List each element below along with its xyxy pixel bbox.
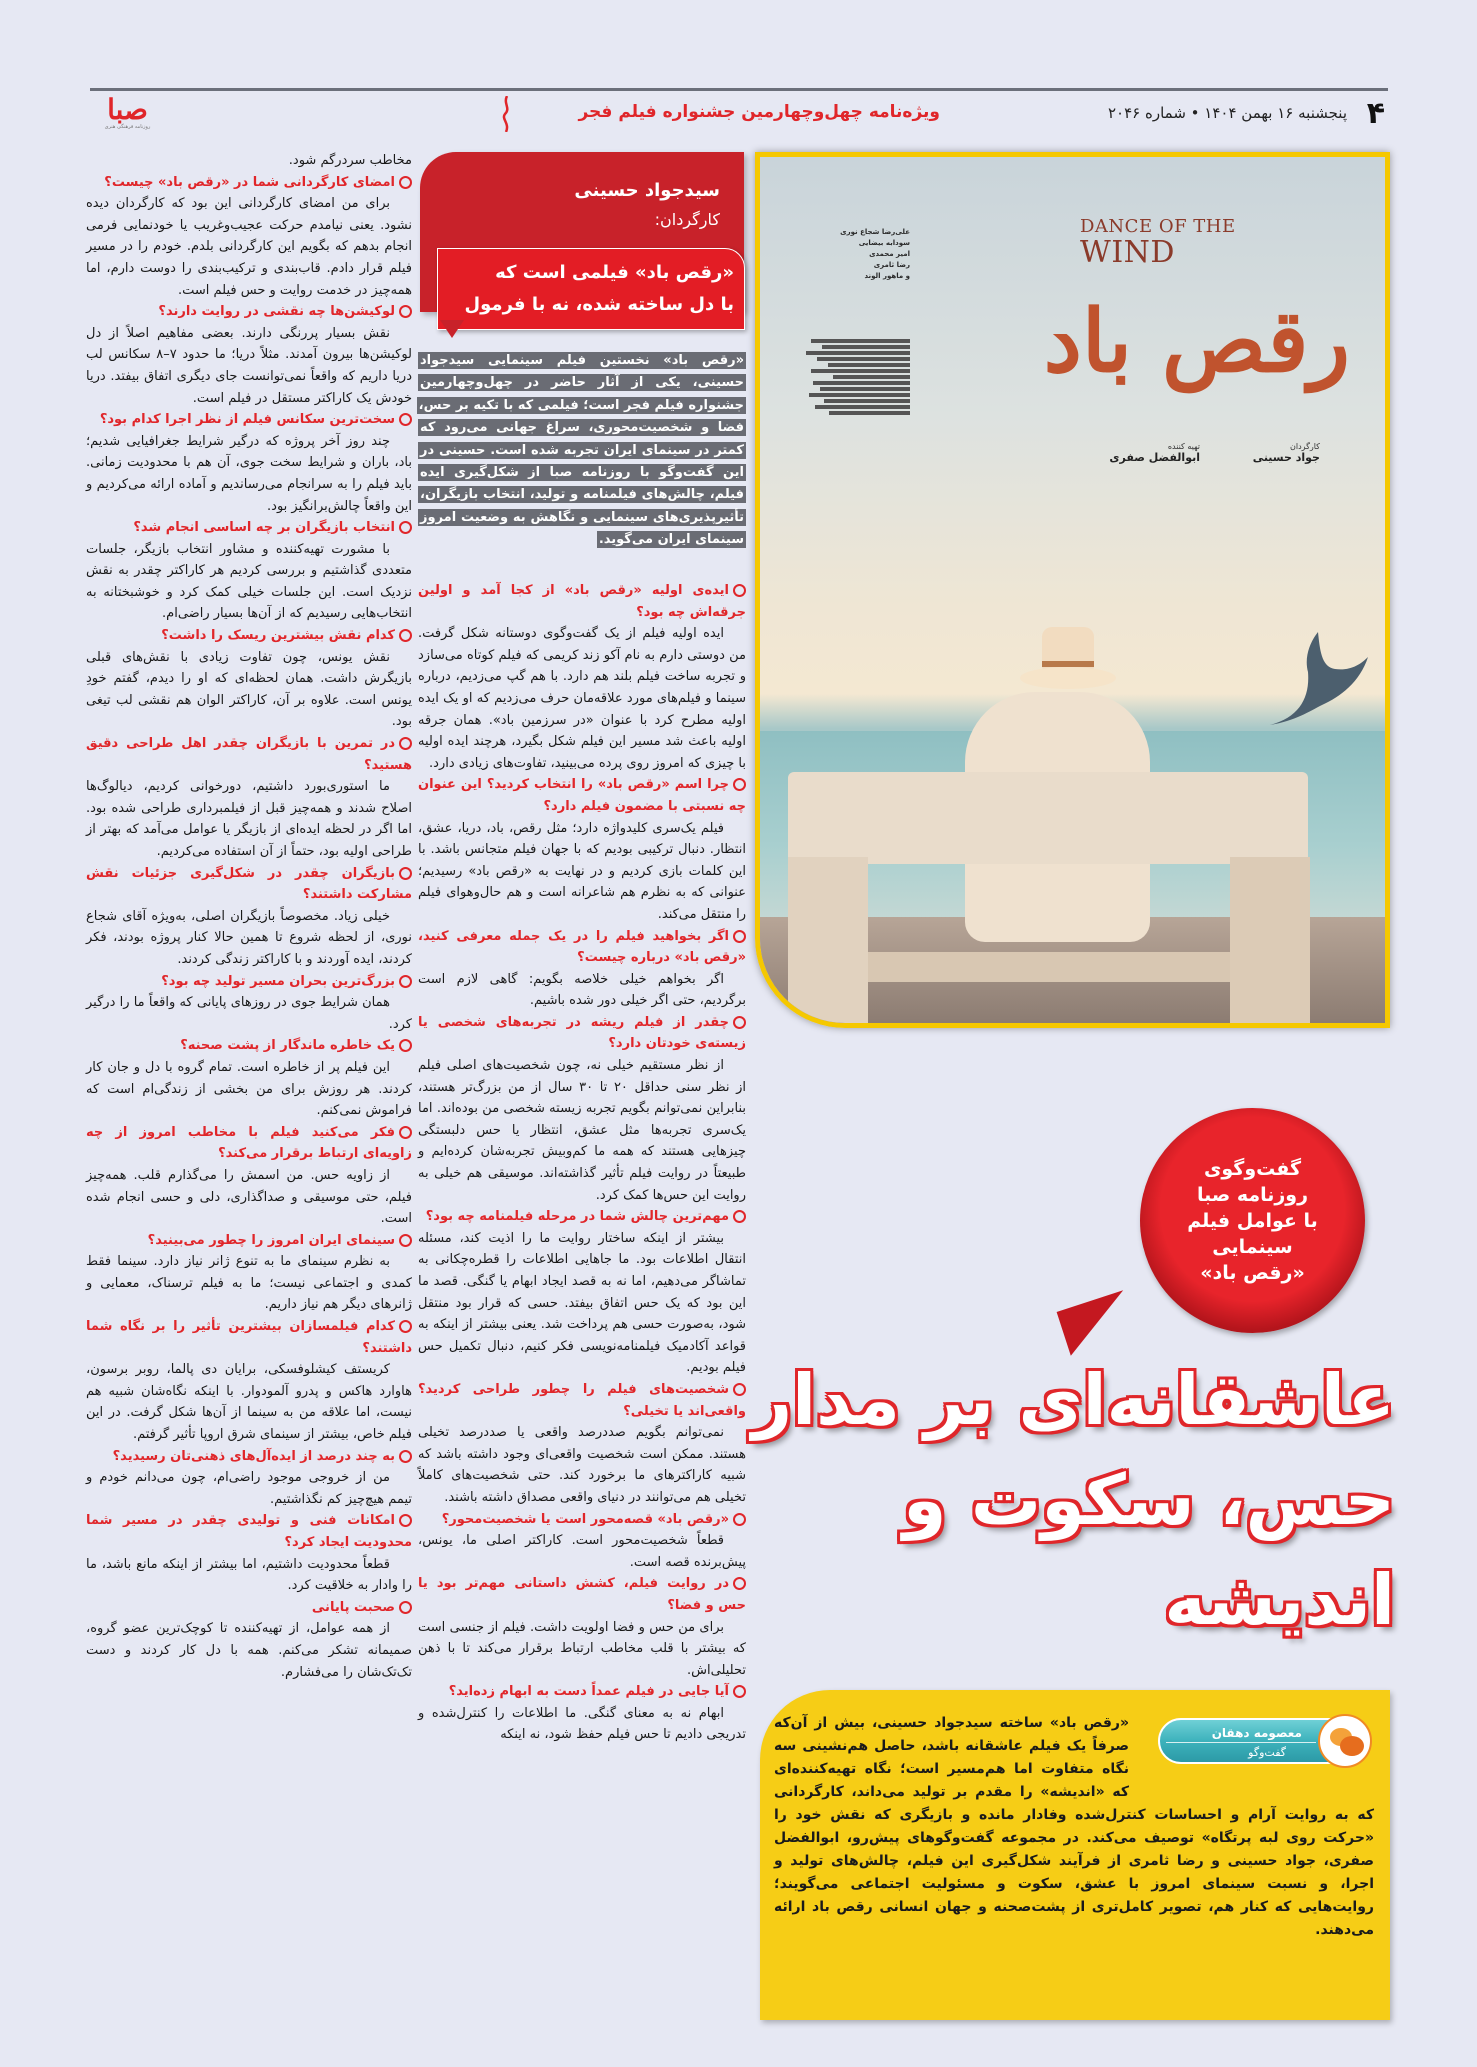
- interview-question: سخت‌ترین سکانس فیلم از نظر اجرا کدام بود؟: [86, 409, 412, 431]
- interview-question: امضای کارگردانی شما در «رقص باد» چیست؟: [86, 172, 412, 194]
- interview-question: در روایت فیلم، کشش داستانی مهم‌تر بود یا حس و فضا؟: [418, 1573, 746, 1616]
- interview-question: کدام نقش بیشترین ریسک را داشت؟: [86, 625, 412, 647]
- poster-title-english: [1080, 217, 1280, 269]
- badge-line: با عوامل فیلم: [1187, 1209, 1318, 1232]
- interview-question: ایده‌ی اولیه «رقص باد» از کجا آمد و اولین جرقه‌اش چه بود؟: [418, 580, 746, 623]
- poster-cast-name: رضا ثامری: [873, 261, 910, 269]
- interview-question: فکر می‌کنید فیلم با مخاطب امروز از چه زاویه‌ای ارتباط برقرار می‌کند؟: [86, 1122, 412, 1165]
- interview-question: صحبت پایانی: [86, 1597, 412, 1619]
- intro-box: [760, 1690, 1390, 2020]
- interview-question: انتخاب بازیگران بر چه اساسی انجام شد؟: [86, 517, 412, 539]
- interview-answer: از همه عوامل، از تهیه‌کننده تا کوچک‌ترین عضو گروه، صمیمانه تشکر می‌کنم. همه با دل کار کردند و دست تک‌تک‌شان را می‌فشارم.: [86, 1621, 412, 1680]
- poster-bench-seat: [868, 952, 1230, 982]
- article-column-left: [86, 150, 412, 1683]
- poster-producer-name: ابوالفضل صفری: [1109, 451, 1200, 464]
- poster-bench: [788, 772, 1308, 864]
- page-number: ۴: [1366, 96, 1385, 131]
- lead-text: «رقص باد» نخستین فیلم سینمایی سیدجواد حسینی، یکی از آثار حاضر در چهل‌وچهارمین جشنواره فیلم فجر است؛ فیلمی که با تکیه بر حس، فضا و شخصیت‌محوری، سراغ جهانی می‌رود که کمتر در سینمای ایران تجربه شده است. حسینی در این گفت‌وگو با روزنامه صبا از شکل‌گیری ایده فیلم، چالش‌های فیلمنامه و تولید، انتخاب بازیگران، تأثیرپذیری‌های سینمایی و نگاهش به وضعیت امروز سینمای ایران می‌گوید.: [418, 353, 744, 548]
- interview-answer: از زاویه حس. من اسمش را می‌گذارم قلب. همه‌چیز فیلم، حتی موسیقی و صداگذاری، دلی و حسی انجام شده است.: [86, 1167, 412, 1227]
- interview-question: بازیگران چقدر در شکل‌گیری جزئیات نقش مشارکت داشتند؟: [86, 863, 412, 906]
- poster-crew-list: [800, 337, 910, 417]
- badge-line: سینمایی: [1212, 1235, 1293, 1258]
- main-headline: [751, 1350, 1395, 1650]
- interview-answer: این فیلم پر از خاطره است. تمام گروه با دل و جان کار کردند. هر روزش برای من بخشی از زندگی‌ام است که فراموش نمی‌کنم.: [86, 1059, 412, 1119]
- newspaper-logo[interactable]: [90, 93, 165, 134]
- poster-director-credit: [1230, 442, 1320, 464]
- interview-answer: بیشتر از اینکه ساختار روایت ما را اذیت کند، مسئله انتقال اطلاعات بود. ما جاهایی اطلاعات را قطره‌چکانی به تماشاگر می‌دهیم، اما نه به قصد ایجاد ابهام یا گنگی. قصد ما این بود که یک حس اتفاق بیفتد. حسی که قرار بود منتقل شود، به‌صورت حسی هم پرداخت شد. یعنی بیشتر از اینکه به قواعد آکادمیک فیلمنامه‌نویسی فکر کنیم، دنبال تکمیل حس فیلم بودیم.: [418, 1230, 746, 1376]
- interview-question: کدام فیلمسازان بیشترین تأثیر را بر نگاه شما داشتند؟: [86, 1316, 412, 1359]
- poster-director-name: جواد حسینی: [1252, 451, 1320, 464]
- interview-answer: ایده اولیه فیلم از یک گفت‌وگوی دوستانه شکل گرفت. من دوستی دارم به نام آکو زند کریمی که فیلم کوتاه می‌سازد و تجربه ساخت فیلم بلند هم دارد. با هم گپ می‌زدیم، درباره سینما و فیلم‌های مورد علاقه‌مان حرف می‌زدیم که او یک ایده اولیه مطرح کرد با عنوان «در سرزمین باد». همان جرقه اولیه باعث شد مسیر این فیلم شکل بگیرد، هرچند ایده اولیه با چیزی که امروز روی پرده می‌بینید، تفاوت‌های زیادی دارد.: [418, 626, 746, 771]
- pull-quote-line: با دل ساخته شده، نه با فرمول: [464, 294, 734, 315]
- pull-quote: [437, 248, 745, 330]
- author-byline: [1148, 1714, 1372, 1768]
- interview-answer: نقش بسیار پررنگی دارند. بعضی مفاهیم اصلاً از دل لوکیشن‌ها بیرون آمدند. مثلاً دریا؛ ما حدود ۷–۸ سکانس لب دریا داریم که واقعاً نمی‌توانست جای دیگری اتفاق بیفتد. دریا خودش یک کاراکتر مستقل در فیلم است.: [86, 325, 412, 406]
- interview-answer: با مشورت تهیه‌کننده و مشاور انتخاب بازیگر، جلسات متعددی گذاشتیم و بررسی کردیم هر کاراکتر چقدر به نقش نزدیک است. این جلسات خیلی کمک کرد و خوشبختانه به انتخاب‌هایی رسیدیم که از آن‌ها بسیار راضی‌ام.: [86, 541, 412, 622]
- author-name: معصومه دهقان: [1211, 1726, 1302, 1740]
- interview-question: آیا جایی در فیلم عمداً دست به ابهام زده‌اید؟: [418, 1681, 746, 1703]
- interview-answer: چند روز آخر پروژه که درگیر شرایط جغرافیایی شدیم؛ باد، باران و شرایط سخت جوی، آن هم با محدودیت زمانی. باید فیلم را به سرانجام می‌رساندیم و آماده ارائه می‌کردیم و این واقعاً چالش‌برانگیز بود.: [86, 433, 412, 514]
- interview-badge: [1140, 1108, 1365, 1333]
- interview-answer: ابهام نه به معنای گنگی. ما اطلاعات را کنترل‌شده و تدریجی دادیم تا حس فیلم حفظ شود، نه اینکه: [418, 1705, 746, 1743]
- issue-date: پنجشنبه ۱۶ بهمن ۱۴۰۴ • شماره ۲۰۴۶: [1107, 104, 1347, 122]
- interviewee-role: کارگردان:: [654, 210, 720, 229]
- badge-text: [1166, 1134, 1339, 1307]
- interview-answer: کریستف کیشلوفسکی، برایان دی پالما، روبر برسون، هاوارد هاکس و پدرو آلمودوار. با اینکه نگاه‌شان شبیه هم نیست، اما علاقه من به سینما از آن‌ها شکل گرفت. در این فیلم خاص، بیشتر از سینمای شرق اروپا تأثیر گرفتم.: [86, 1362, 412, 1443]
- interview-answer: ما استوری‌بورد داشتیم، دورخوانی کردیم، دیالوگ‌ها اصلاح شدند و همه‌چیز قبل از فیلمبرداری طراحی شده بود. اما اگر در لحظه ایده‌ای از بازیگر یا عوامل می‌آمد که بهتر از طراحی اولیه بود، حتماً از آن استفاده می‌کردیم.: [86, 779, 412, 859]
- poster-title-persian: رقص باد: [1043, 291, 1350, 392]
- interview-question: «رقص باد» قصه‌محور است یا شخصیت‌محور؟: [418, 1509, 746, 1531]
- poster-bench-leg: [788, 857, 868, 1028]
- speech-bubble-tail-icon: [1057, 1290, 1138, 1355]
- poster-cast-name: سودابه بیضایی: [858, 239, 910, 247]
- interview-question: به چند درصد از ایده‌آل‌های ذهنی‌تان رسیدید؟: [86, 1446, 412, 1468]
- interview-answer: همان شرایط جوی در روزهای پایانی که واقعاً ما را درگیر کرد.: [86, 995, 412, 1032]
- whale-tail-icon: [1260, 627, 1370, 727]
- poster-cast-name: امیر محمدی: [869, 250, 910, 258]
- chat-bubbles-icon: [1318, 1714, 1372, 1768]
- interview-question: سینمای ایران امروز را چطور می‌بینید؟: [86, 1230, 412, 1252]
- interview-answer: من از خروجی موجود راضی‌ام، چون می‌دانم خودم و تیمم هیچ‌چیز کم نگذاشتیم.: [86, 1470, 412, 1507]
- logo-wordmark: صبا: [107, 93, 148, 126]
- interview-question: چرا اسم «رقص باد» را انتخاب کردید؟ این عنوان چه نسبتی با مضمون فیلم دارد؟: [418, 774, 746, 817]
- pull-quote-line: «رقص باد» فیلمی است که: [495, 262, 734, 283]
- interviewee-name: سیدجواد حسینی: [574, 180, 720, 201]
- poster-title-en-line: DANCE OF THE: [1080, 216, 1236, 237]
- article-column-middle: [418, 580, 746, 1746]
- interview-answer: به نظرم سینمای ما به تنوع ژانر نیاز دارد. سینما فقط کمدی و اجتماعی نیست؛ ما به فیلم ترسناک، معمایی و ژانرهای دیگر هم نیاز داریم.: [86, 1254, 412, 1313]
- film-poster: [755, 152, 1390, 1028]
- interview-answer: قطعاً محدودیت داشتیم، اما بیشتر از اینکه مانع باشد، ما را وادار به خلاقیت کرد.: [86, 1556, 412, 1594]
- headline-line: اندیشه: [1164, 1559, 1395, 1641]
- quote-pointer-icon: [440, 320, 464, 338]
- interview-answer: مخاطب سردرگم شود.: [288, 153, 412, 168]
- poster-bench-leg: [1230, 857, 1310, 1028]
- interview-question: چقدر از فیلم ریشه در تجربه‌های شخصی یا زیسته‌ی خودتان دارد؟: [418, 1012, 746, 1055]
- poster-director-label: کارگردان: [1290, 442, 1320, 451]
- interview-question: لوکیشن‌ها چه نقشی در روایت دارند؟: [86, 301, 412, 323]
- poster-hat-icon: [1020, 627, 1116, 697]
- intro-paragraph: «رقص باد» ساخته سیدجواد حسینی، بیش از آن‌که صرفاً یک فیلم عاشقانه باشد، حاصل هم‌نشینی سه نگاه متفاوت اما هم‌مسیر است؛ نگاه تهیه‌کننده‌ای که «اندیشه» را مقدم بر تولید می‌داند، کارگردانی که به روایت آرام و احساسات کنترل‌شده وفادار مانده و بازیگری که نقش خود را «حرکت روی لبه پرتگاه» توصیف می‌کند. در مجموعه گفت‌وگوهای پیش‌رو، ابوالفضل صفری، جواد حسینی و رضا ثامری از فرآیند شکل‌گیری این فیلم، چالش‌های تولید و اجرا، و نسبت سینمای امروز با عشق، سکوت و مسئولیت اجتماعی می‌گویند؛ روایت‌هایی که کنار هم، تصویر کامل‌تری از پشت‌صحنه و جهان انسانی رقص باد ارائه می‌دهند.: [774, 1715, 1374, 1938]
- headline-line: حس، سکوت و: [902, 1459, 1395, 1541]
- badge-line: گفت‌وگوی: [1203, 1157, 1302, 1180]
- badge-line: روزنامه صبا: [1196, 1183, 1309, 1206]
- interview-answer: برای من حس و فضا اولویت داشت. فیلم از جنسی است که بیشتر با قلب مخاطب ارتباط برقرار می‌کند تا با ذهن تحلیلی‌اش.: [418, 1619, 746, 1678]
- special-edition-title: ویژه‌نامه چهل‌وچهارمین جشنواره فیلم فجر: [578, 102, 940, 122]
- poster-cast-list: [800, 227, 910, 282]
- poster-producer-label: تهیه کننده: [1167, 442, 1200, 451]
- interview-question: در تمرین با بازیگران چقدر اهل طراحی دقیق هستید؟: [86, 733, 412, 776]
- logo-tagline: روزنامه فرهنگی هنری: [104, 124, 151, 130]
- poster-cast-name: و ماهور الوند: [864, 272, 910, 280]
- interview-answer: برای من امضای کارگردانی این بود که کارگردان دیده نشود. یعنی نیامدم حرکت عجیب‌وغریب یا خودنمایی فرمی انجام بدهم که بگویم این کارگردانی بلدم. خودم را در مسیر فیلم قرار دادم. قاب‌بندی و ترکیب‌بندی را دوست دارم، اما همه‌چیز در خدمت روایت و حس فیلم است.: [86, 196, 412, 298]
- interview-question: مهم‌ترین چالش شما در مرحله فیلمنامه چه بود؟: [418, 1206, 746, 1228]
- header-rule: [90, 88, 1388, 91]
- interview-answer: نمی‌توانم بگویم صددرصد واقعی یا صددرصد تخیلی هستند. ممکن است شخصیت واقعی‌ای وجود داشته باشد که شبیه کاراکترهای ما برخورد کند. حتی شخصیت‌های کاملاً تخیلی هم می‌توانند در دنیای واقعی مصداق داشته باشند.: [418, 1425, 746, 1505]
- article-category: گفت‌وگو: [1248, 1746, 1286, 1759]
- fajr-festival-icon: [500, 96, 514, 132]
- poster-producer-credit: [1090, 442, 1200, 464]
- interview-answer: اگر بخواهم خیلی خلاصه بگویم: گاهی لازم است برگردیم، حتی اگر خیلی دور شده باشیم.: [418, 971, 746, 1009]
- interview-answer: خیلی زیاد. مخصوصاً بازیگران اصلی، به‌ویژه آقای شجاع نوری، از لحظه شروع تا همین حالا کنار پروژه بودند، فکر کردند، ایده آوردند و با کاراکتر زندگی کردند.: [86, 908, 412, 967]
- headline-line: عاشقانه‌ای بر مدار: [751, 1359, 1395, 1441]
- interview-question: امکانات فنی و تولیدی چقدر در مسیر شما محدودیت ایجاد کرد؟: [86, 1510, 412, 1553]
- poster-title-en-line: WIND: [1080, 235, 1175, 270]
- interview-answer: نقش یونس، چون تفاوت زیادی با نقش‌های قبلی بازیگرش داشت. همان لحظه‌ای که او را دیدم، گفتم خودِ یونس است. علاوه بر آن، کاراکتر الوان هم نقشی لب تیغی بود.: [86, 649, 412, 730]
- interview-question: شخصیت‌های فیلم را چطور طراحی کردید؟ واقعی‌اند یا تخیلی؟: [418, 1379, 746, 1422]
- interview-question: یک خاطره ماندگار از پشت صحنه؟: [86, 1035, 412, 1057]
- badge-line: «رقص باد»: [1200, 1261, 1305, 1284]
- interview-answer: قطعاً شخصیت‌محور است. کاراکتر اصلی ما، یونس، پیش‌برنده قصه است.: [418, 1533, 746, 1570]
- interview-answer: از نظر مستقیم خیلی نه، چون شخصیت‌های اصلی فیلم از نظر سنی حداقل ۲۰ تا ۳۰ سال از من بزرگ‌تر هستند، بنابراین نمی‌توانم بگویم تجربه زیسته شخصی من بوده‌اند. اما یک‌سری تجربه‌ها مثل عشق، انتظار یا حس دلبستگی چیزهایی هستند که همه ما کم‌وبیش تجربه‌شان کرده‌ایم و طبیعتاً در روایت فیلم تأثیر گذاشته‌اند. موسیقی هم خیلی به روایت این حس‌ها کمک کرد.: [418, 1058, 747, 1203]
- interview-question: اگر بخواهید فیلم را در یک جمله معرفی کنید، «رقص باد» درباره چیست؟: [418, 926, 746, 969]
- poster-cast-name: علی‌رضا شجاع نوری: [840, 228, 910, 236]
- article-lead: [418, 350, 746, 552]
- interview-question: بزرگ‌ترین بحران مسیر تولید چه بود؟: [86, 971, 412, 993]
- interview-answer: فیلم یک‌سری کلیدواژه دارد؛ مثل رقص، باد، دریا، عشق، انتظار. دنبال ترکیبی بودیم که با جهان فیلم متجانس باشد. با این کلمات بازی کردیم و در نهایت به «رقص باد» رسیدیم؛ عنوانی که به نظرم هم شاعرانه است و هم حال‌وهوای فیلم را منتقل می‌کند.: [418, 820, 746, 922]
